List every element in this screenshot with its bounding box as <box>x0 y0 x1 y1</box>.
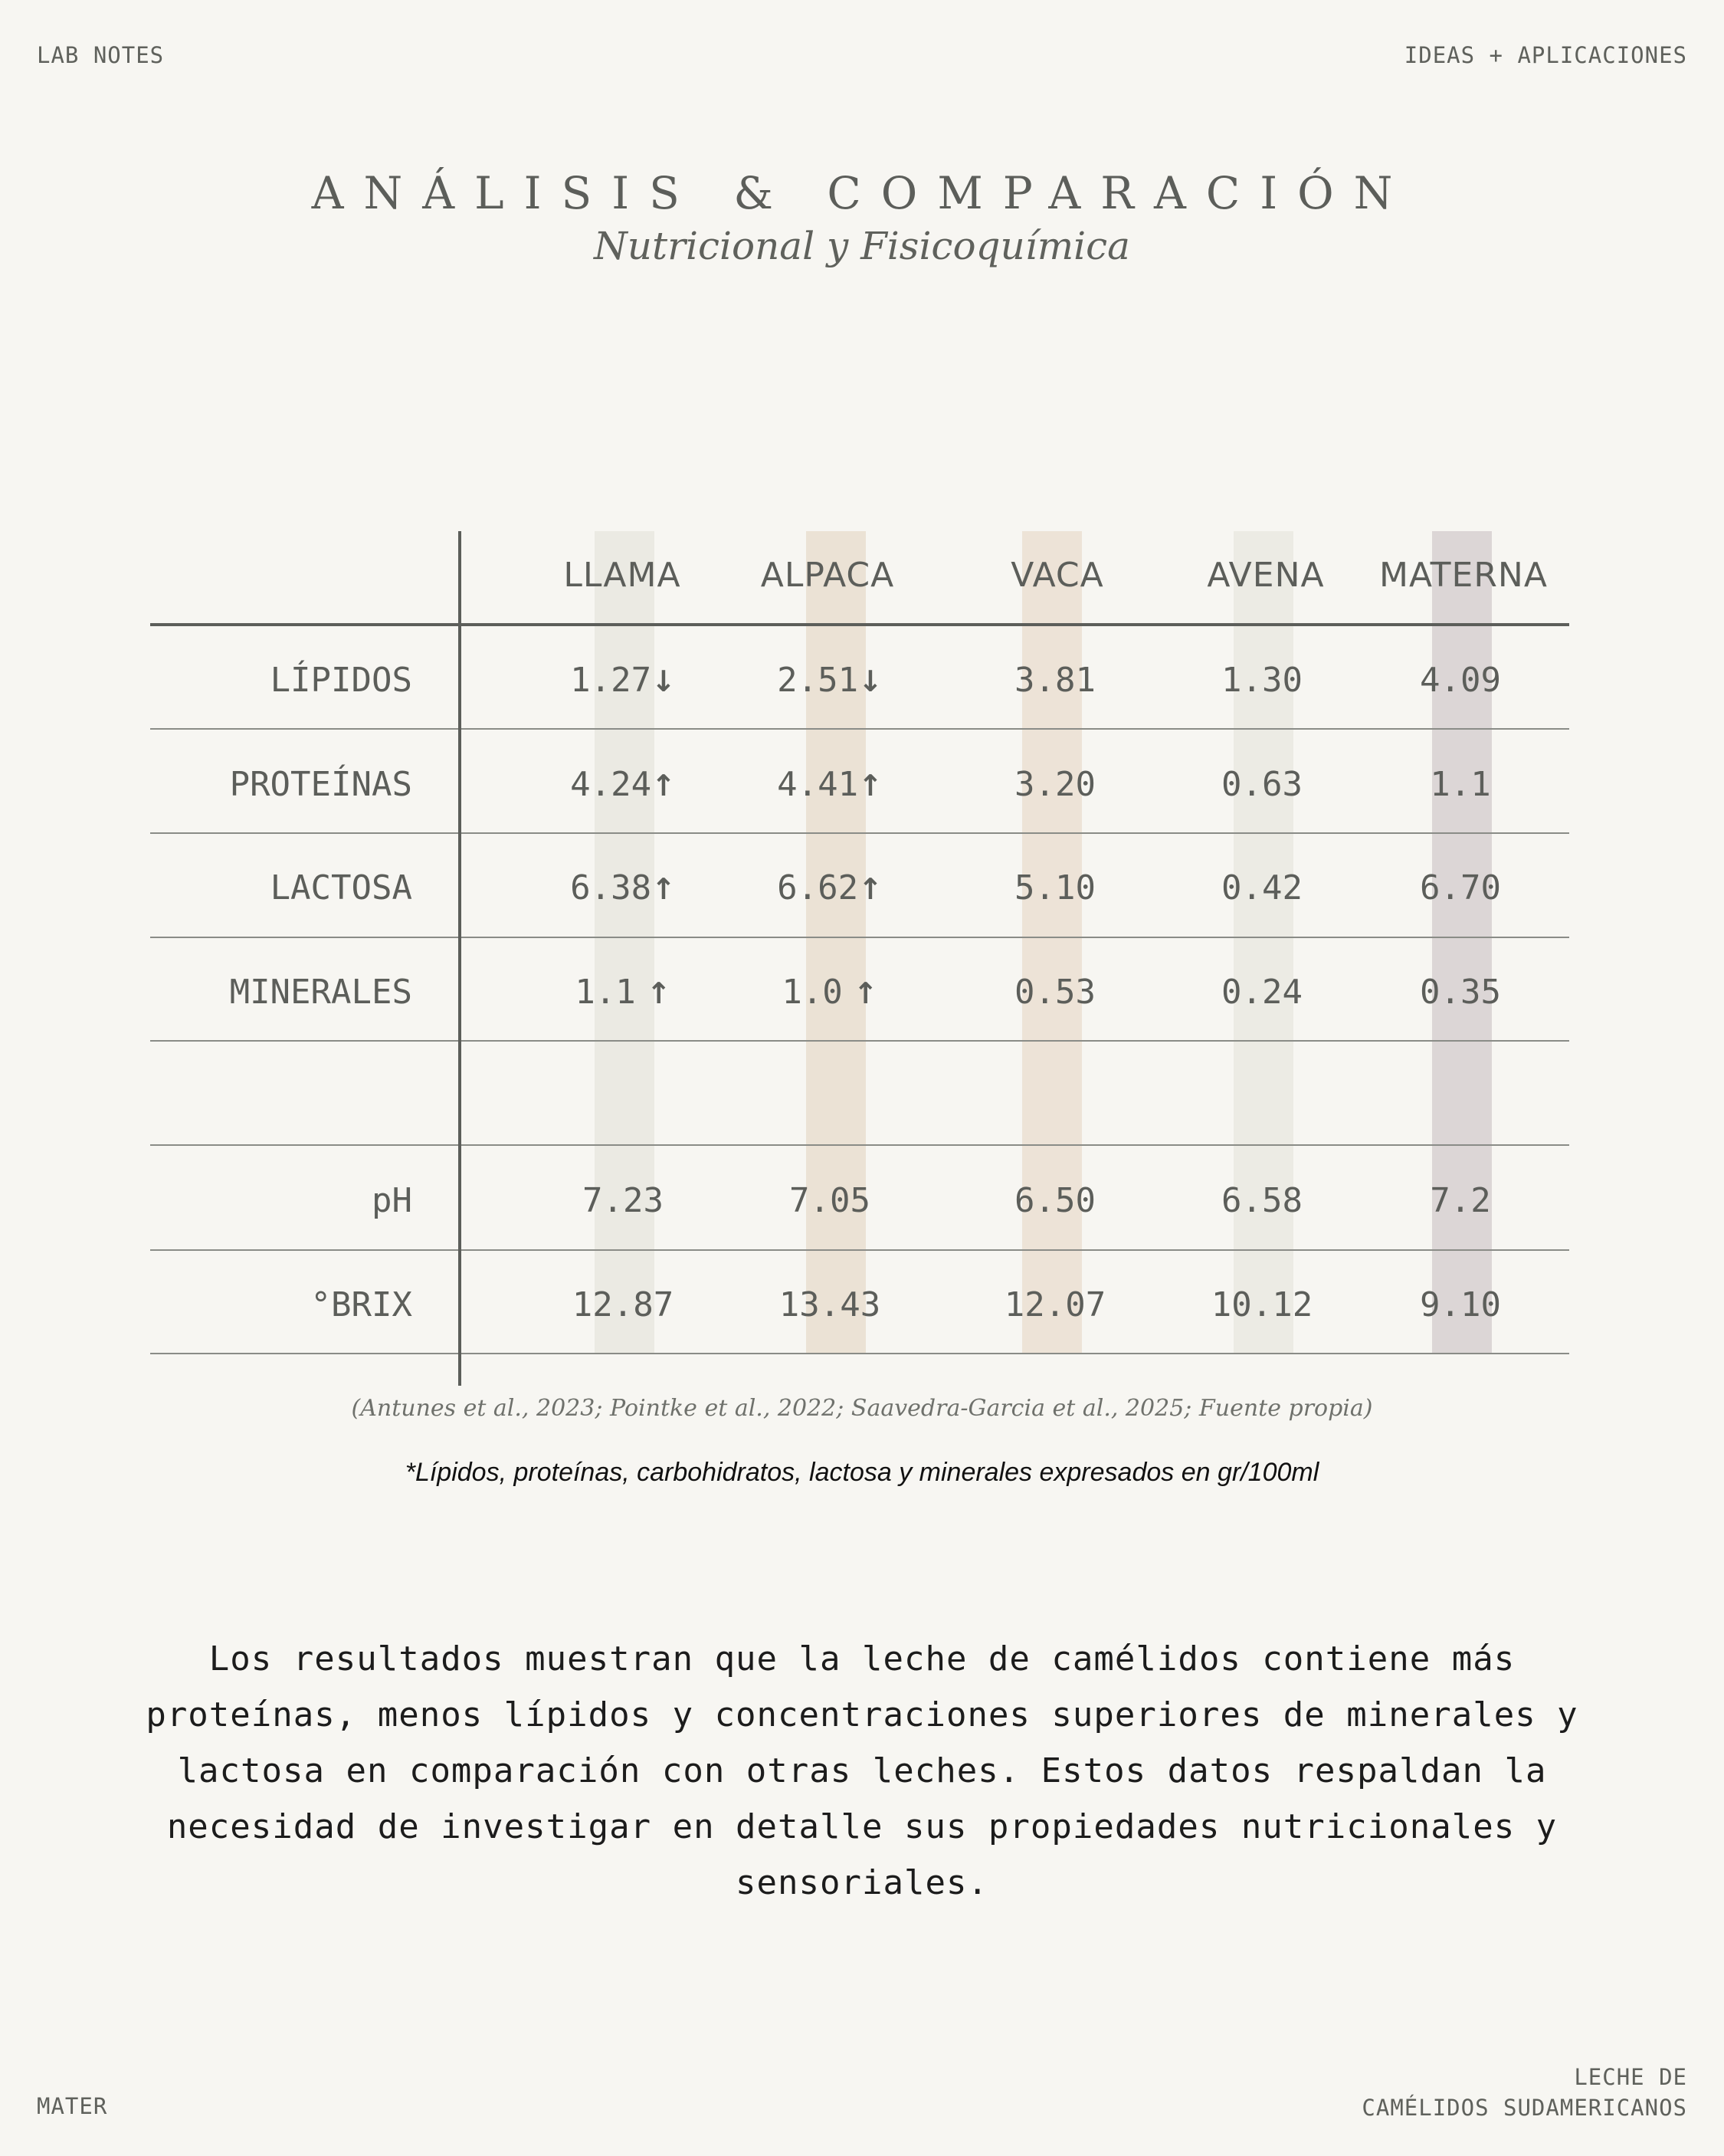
table-cell <box>1162 765 1362 804</box>
table-cell <box>730 973 929 1012</box>
arrow-up-icon: ↑ <box>858 769 883 802</box>
cell-value: 0.35 <box>1420 973 1501 1012</box>
arrow-up-icon: ↑ <box>646 976 671 1010</box>
table-cell <box>730 661 929 700</box>
page-subtitle: Nutricional y Fisicoquímica <box>594 224 1130 268</box>
cell-value: 12.87 <box>572 1285 674 1324</box>
table-cell <box>955 1285 1155 1324</box>
row-label: LACTOSA <box>270 868 412 907</box>
cell-value: 6.62 <box>777 868 859 907</box>
table-cell <box>1361 765 1560 804</box>
header-ideas-aplicaciones: IDEAS + APLICACIONES <box>1404 42 1687 68</box>
footer-title-line2: CAMÉLIDOS SUDAMERICANOS <box>1362 2095 1687 2121</box>
cell-value: 9.10 <box>1420 1285 1501 1324</box>
results-paragraph: Los resultados muestran que la leche de camélidos contiene más proteínas, menos lípidos y concentraciones superiores de minerales y lactosa en comparación con otras leches. Estos datos respaldan la necesidad de investigar en detalle sus propiedades nutricionales y sensoriales. <box>146 1639 1578 1902</box>
table-cell <box>523 1181 723 1220</box>
table-cell <box>1361 868 1560 907</box>
cell-value: 3.81 <box>1014 661 1096 700</box>
page-title: ANÁLISIS & COMPARACIÓN <box>311 167 1413 219</box>
cell-value: 1.30 <box>1221 661 1303 700</box>
header-divider <box>150 623 1569 626</box>
cell-value: 2.51 <box>777 661 859 700</box>
arrow-down-icon: ↓ <box>858 665 883 698</box>
table-cell <box>1361 1285 1560 1324</box>
arrow-down-icon: ↓ <box>651 665 676 698</box>
column-header-materna: MATERNA <box>1379 556 1548 595</box>
cell-value: 0.24 <box>1221 973 1303 1012</box>
table-cell <box>1162 661 1362 700</box>
cell-value: 6.58 <box>1221 1181 1303 1220</box>
cell-value: 4.09 <box>1420 661 1501 700</box>
table-cell <box>730 868 929 907</box>
cell-value: 13.43 <box>778 1285 881 1324</box>
row-divider <box>150 832 1569 834</box>
column-header-vaca: VACA <box>1011 556 1104 595</box>
band-vaca <box>1022 531 1082 1354</box>
arrow-up-icon: ↑ <box>651 872 676 906</box>
column-header-avena: AVENA <box>1207 556 1325 595</box>
table-cell <box>730 1181 929 1220</box>
row-divider <box>150 728 1569 730</box>
band-materna <box>1432 531 1492 1354</box>
cell-value: 6.50 <box>1014 1181 1096 1220</box>
row-label: MINERALES <box>229 973 412 1012</box>
footer-title-line1: LECHE DE <box>1574 2064 1687 2090</box>
table-cell <box>1361 661 1560 700</box>
cell-value: 1.1 <box>1430 765 1491 804</box>
cell-value: 4.24 <box>570 765 652 804</box>
cell-value: 0.42 <box>1221 868 1303 907</box>
cell-value: 10.12 <box>1211 1285 1313 1324</box>
table-cell <box>523 765 723 804</box>
cell-value: 1.27 <box>570 661 652 700</box>
cell-value: 6.38 <box>570 868 652 907</box>
row-divider <box>150 937 1569 938</box>
table-cell <box>523 973 723 1012</box>
table-cell <box>1361 1181 1560 1220</box>
row-divider <box>150 1040 1569 1042</box>
table-cell <box>1162 868 1362 907</box>
column-header-alpaca: ALPACA <box>760 556 895 595</box>
table-cell <box>955 973 1155 1012</box>
cell-value: 4.41 <box>777 765 859 804</box>
arrow-up-icon: ↑ <box>651 769 676 802</box>
band-avena <box>1234 531 1293 1354</box>
cell-value: 3.20 <box>1014 765 1096 804</box>
table-cell <box>1162 1181 1362 1220</box>
band-alpaca <box>806 531 866 1354</box>
table-cell <box>955 661 1155 700</box>
row-divider <box>150 1249 1569 1251</box>
table-cell <box>955 868 1155 907</box>
table-cell <box>730 1285 929 1324</box>
band-llama <box>595 531 654 1354</box>
cell-value: 7.23 <box>582 1181 664 1220</box>
footer-mater: MATER <box>37 2093 108 2119</box>
table-cell <box>955 765 1155 804</box>
label-column-divider <box>458 531 461 1386</box>
cell-value: 1.1 <box>575 973 636 1012</box>
cell-value: 7.2 <box>1430 1181 1491 1220</box>
table-cell <box>1162 973 1362 1012</box>
row-label: °BRIX <box>310 1285 412 1324</box>
cell-value: 12.07 <box>1004 1285 1106 1324</box>
table-cell <box>523 661 723 700</box>
row-divider <box>150 1353 1569 1354</box>
table-cell <box>730 765 929 804</box>
arrow-up-icon: ↑ <box>858 872 883 906</box>
arrow-up-icon: ↑ <box>853 976 878 1010</box>
units-note: *Lípidos, proteínas, carbohidratos, lactosa y minerales expresados en gr/100ml <box>405 1458 1319 1487</box>
table-cell <box>523 868 723 907</box>
table-cell <box>955 1181 1155 1220</box>
column-header-llama: LLAMA <box>563 556 681 595</box>
header-lab-notes: LAB NOTES <box>37 42 165 68</box>
cell-value: 1.0 <box>782 973 843 1012</box>
cell-value: 5.10 <box>1014 868 1096 907</box>
cell-value: 0.53 <box>1014 973 1096 1012</box>
row-divider <box>150 1144 1569 1146</box>
row-label: LÍPIDOS <box>270 661 412 700</box>
table-cell <box>1162 1285 1362 1324</box>
citation: (Antunes et al., 2023; Pointke et al., 2022; Saavedra-Garcia et al., 2025; Fuente propia) <box>351 1395 1373 1422</box>
cell-value: 0.63 <box>1221 765 1303 804</box>
row-label: pH <box>372 1181 412 1220</box>
table-cell <box>523 1285 723 1324</box>
row-label: PROTEÍNAS <box>229 765 412 804</box>
cell-value: 6.70 <box>1420 868 1501 907</box>
cell-value: 7.05 <box>789 1181 870 1220</box>
footer-title <box>1362 2062 1687 2123</box>
table-cell <box>1361 973 1560 1012</box>
